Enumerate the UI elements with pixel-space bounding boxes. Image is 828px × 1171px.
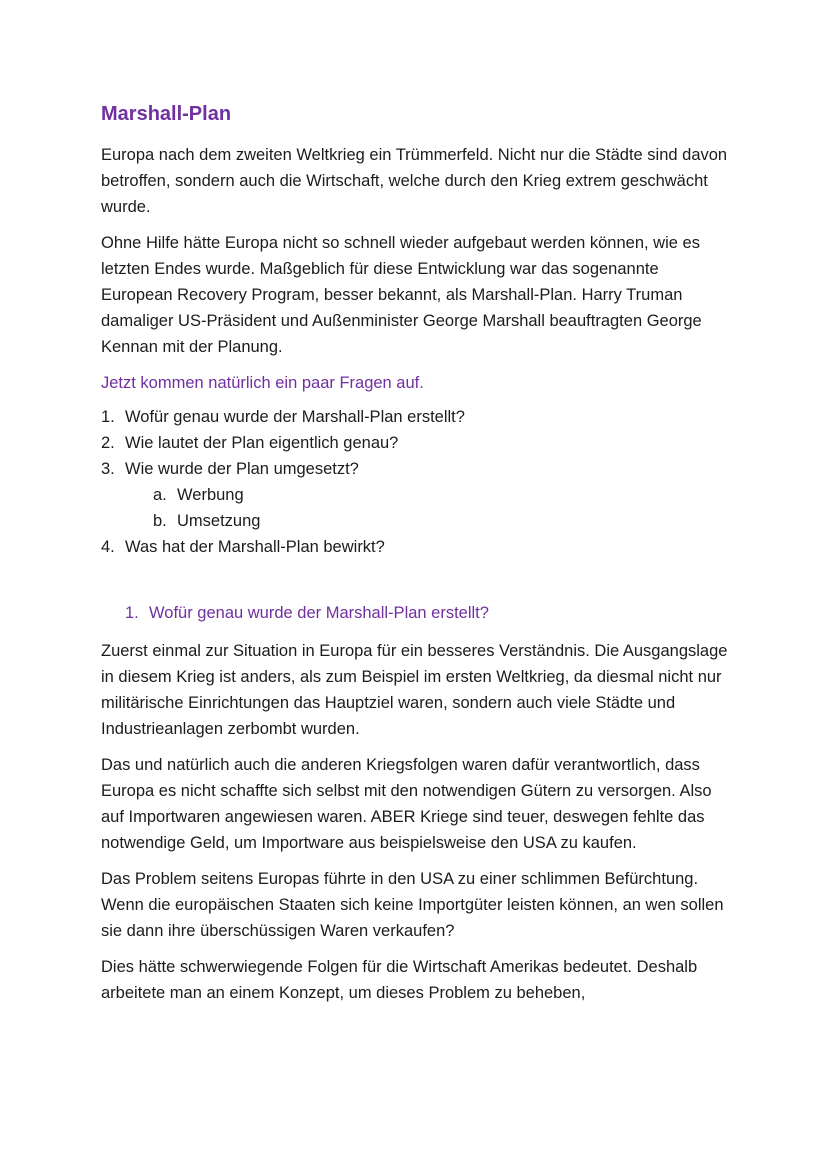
section-paragraph-4: Dies hätte schwerwiegende Folgen für die Wirtschaft Amerikas bedeutet. Deshalb arbeitete man an einem Konzept, um dieses Problem zu beheben, bbox=[101, 958, 698, 1002]
list-item bbox=[101, 508, 728, 534]
list-number: 1. bbox=[101, 408, 115, 426]
questions-list bbox=[101, 404, 728, 482]
list-text: Werbung bbox=[177, 486, 244, 504]
list-item bbox=[101, 482, 728, 508]
list-number: 2. bbox=[101, 434, 115, 452]
list-text: Wofür genau wurde der Marshall-Plan erstellt? bbox=[125, 408, 465, 426]
list-item bbox=[101, 534, 728, 560]
section-paragraph-2: Das und natürlich auch die anderen Kriegsfolgen waren dafür verantwortlich, dass Europa es nicht schaffte sich selbst mit den notwendigen Gütern zu versorgen. Also auf Importwaren angewiesen waren. ABER Kriege sind teuer, deswegen fehlte das notwendige Geld, um Importware aus beispielsweise den USA zu kaufen. bbox=[101, 756, 712, 852]
list-item bbox=[101, 456, 728, 482]
intro-paragraph-1: Europa nach dem zweiten Weltkrieg ein Trümmerfeld. Nicht nur die Städte sind davon betroffen, sondern auch die Wirtschaft, welche durch den Krieg extrem geschwächt wurde. bbox=[101, 146, 728, 216]
list-number: a. bbox=[153, 486, 167, 504]
section-paragraph-1: Zuerst einmal zur Situation in Europa für ein besseres Verständnis. Die Ausgangslage in diesem Krieg ist anders, als zum Beispiel im ersten Weltkrieg, da diesmal nicht nur militärische Einrichtungen das Hauptziel waren, sondern auch viele Städte und Industrieanlagen zerbombt wurden. bbox=[101, 642, 728, 738]
questions-intro: Jetzt kommen natürlich ein paar Fragen auf. bbox=[101, 374, 424, 392]
intro-paragraph-2: Ohne Hilfe hätte Europa nicht so schnell wieder aufgebaut werden können, wie es letzten Endes wurde. Maßgeblich für diese Entwicklung war das sogenannte European Recovery Program, besser bekannt, als Marshall-Plan. Harry Truman damaliger US-Präsident und Außenminister George Marshall beauftragten George Kennan mit der Planung. bbox=[101, 234, 702, 356]
list-text: Was hat der Marshall-Plan bewirkt? bbox=[125, 538, 385, 556]
section-heading-text: Wofür genau wurde der Marshall-Plan erstellt? bbox=[149, 604, 489, 622]
list-number: 4. bbox=[101, 538, 115, 556]
list-number: 3. bbox=[101, 460, 115, 478]
questions-list-continued bbox=[101, 534, 728, 560]
list-item bbox=[101, 404, 728, 430]
list-text: Umsetzung bbox=[177, 512, 261, 530]
section-number: 1. bbox=[125, 604, 139, 622]
list-number: b. bbox=[153, 512, 167, 530]
list-item bbox=[101, 430, 728, 456]
list-text: Wie wurde der Plan umgesetzt? bbox=[125, 460, 359, 478]
section-heading bbox=[101, 600, 728, 626]
list-text: Wie lautet der Plan eigentlich genau? bbox=[125, 434, 399, 452]
questions-sublist bbox=[101, 482, 728, 534]
document-title: Marshall-Plan bbox=[101, 103, 232, 125]
section-paragraph-3: Das Problem seitens Europas führte in den USA zu einer schlimmen Befürchtung. Wenn die europäischen Staaten sich keine Importgüter leisten können, an wen sollen sie dann ihre überschüssigen Waren verkaufen? bbox=[101, 870, 724, 940]
